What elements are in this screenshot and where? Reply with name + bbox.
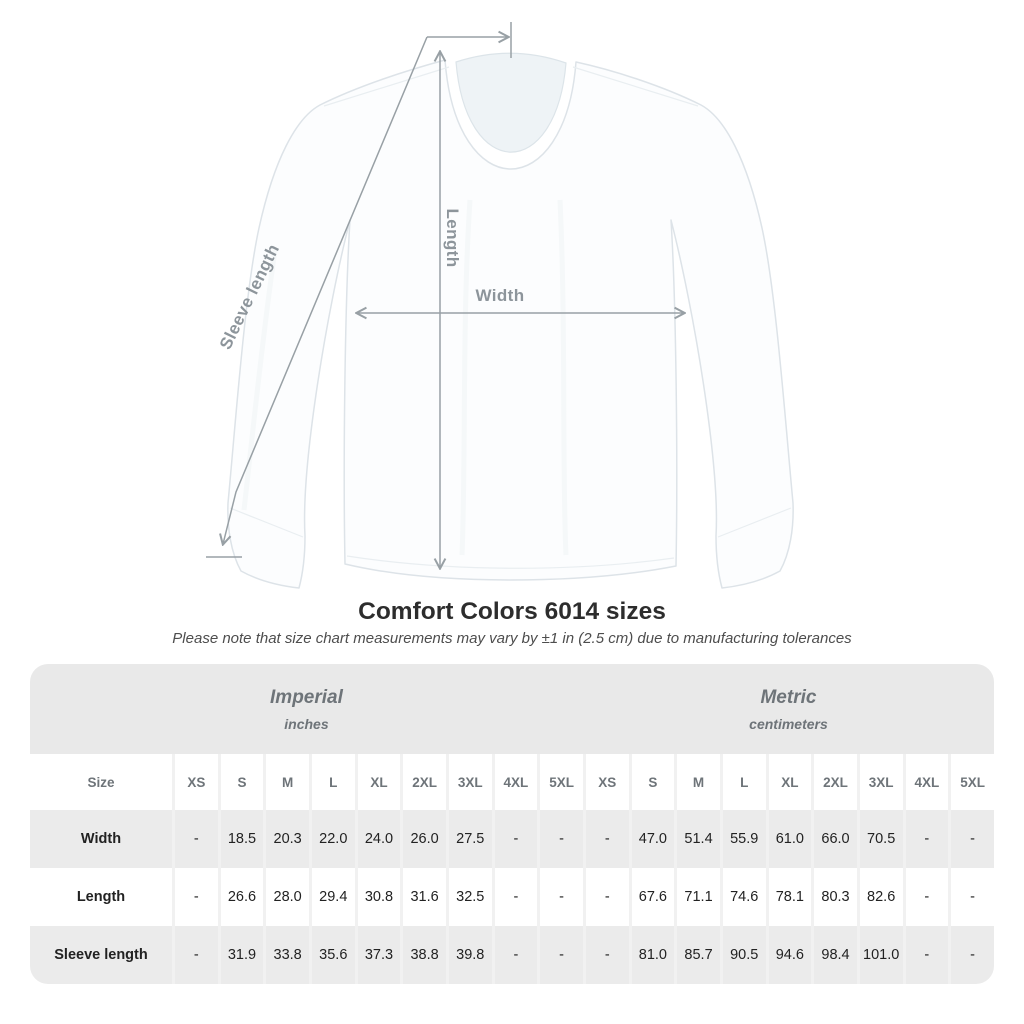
measurement-cell: - xyxy=(172,926,218,984)
measurement-cell: 90.5 xyxy=(720,926,766,984)
measurement-cell: 24.0 xyxy=(355,810,401,868)
measurement-cell: - xyxy=(492,926,538,984)
measurement-cell: 80.3 xyxy=(811,868,857,926)
unit-group-title: Metric xyxy=(760,686,817,708)
size-header-s: S xyxy=(629,754,675,810)
tolerance-note: Please note that size chart measurements may vary by ±1 in (2.5 cm) due to manufacturing tolerances xyxy=(172,630,852,647)
collar xyxy=(456,53,566,152)
measurement-cell: 39.8 xyxy=(446,926,492,984)
measurement-cell: 20.3 xyxy=(263,810,309,868)
measurement-row-label: Width xyxy=(30,810,172,868)
unit-group-subtitle: inches xyxy=(284,715,329,732)
measurement-cell: 85.7 xyxy=(674,926,720,984)
unit-group-subtitle: centimeters xyxy=(749,715,828,732)
measurement-cell: - xyxy=(583,810,629,868)
size-header-xl: XL xyxy=(355,754,401,810)
measurement-cell: 26.6 xyxy=(218,868,264,926)
measurement-cell: 32.5 xyxy=(446,868,492,926)
measurement-cell: - xyxy=(537,926,583,984)
measurement-cell: 101.0 xyxy=(857,926,903,984)
size-header-5xl: 5XL xyxy=(948,754,994,810)
size-chart-table xyxy=(30,664,994,984)
size-table xyxy=(30,664,994,984)
size-header-4xl: 4XL xyxy=(492,754,538,810)
measurement-cell: 61.0 xyxy=(766,810,812,868)
measurement-cell: - xyxy=(492,868,538,926)
measurement-cell: 31.6 xyxy=(400,868,446,926)
measurement-cell: - xyxy=(948,868,994,926)
measurement-cell: - xyxy=(537,868,583,926)
size-header-2xl: 2XL xyxy=(811,754,857,810)
measurement-cell: 67.6 xyxy=(629,868,675,926)
size-header-l: L xyxy=(309,754,355,810)
size-header-xs: XS xyxy=(583,754,629,810)
measurement-cell: 37.3 xyxy=(355,926,401,984)
measurement-row xyxy=(30,926,994,984)
measurement-row-label: Sleeve length xyxy=(30,926,172,984)
measurement-cell: 33.8 xyxy=(263,926,309,984)
measurement-cell: 51.4 xyxy=(674,810,720,868)
measurement-cell: - xyxy=(948,926,994,984)
size-header-xl: XL xyxy=(766,754,812,810)
measurement-cell: - xyxy=(903,868,949,926)
unit-group-metric xyxy=(583,664,994,754)
size-header-xs: XS xyxy=(172,754,218,810)
measurement-cell: - xyxy=(172,868,218,926)
measurement-cell: 22.0 xyxy=(309,810,355,868)
unit-group-imperial xyxy=(30,664,583,754)
measurement-cell: 26.0 xyxy=(400,810,446,868)
measurement-cell: 66.0 xyxy=(811,810,857,868)
size-header-5xl: 5XL xyxy=(537,754,583,810)
sleeve-length-measure-label: Sleeve length xyxy=(215,241,284,353)
measurement-cell: 29.4 xyxy=(309,868,355,926)
size-header-3xl: 3XL xyxy=(857,754,903,810)
measurement-cell: - xyxy=(172,810,218,868)
size-header-3xl: 3XL xyxy=(446,754,492,810)
size-column-header: Size xyxy=(30,754,172,810)
measurement-cell: - xyxy=(492,810,538,868)
measurement-cell: 94.6 xyxy=(766,926,812,984)
measurement-cell: 98.4 xyxy=(811,926,857,984)
measurement-cell: 71.1 xyxy=(674,868,720,926)
measurement-cell: - xyxy=(948,810,994,868)
measurement-cell: 55.9 xyxy=(720,810,766,868)
measurement-cell: 35.6 xyxy=(309,926,355,984)
measurement-cell: 38.8 xyxy=(400,926,446,984)
size-header-row xyxy=(30,754,994,810)
measurement-cell: - xyxy=(903,926,949,984)
measurement-cell: 27.5 xyxy=(446,810,492,868)
unit-group-row xyxy=(30,664,994,754)
measurement-cell: - xyxy=(583,868,629,926)
width-measure-label: Width xyxy=(475,286,525,305)
size-header-2xl: 2XL xyxy=(400,754,446,810)
size-header-s: S xyxy=(218,754,264,810)
measurement-cell: 74.6 xyxy=(720,868,766,926)
measurement-row xyxy=(30,810,994,868)
measurement-cell: 18.5 xyxy=(218,810,264,868)
size-header-m: M xyxy=(674,754,720,810)
measurement-cell: 47.0 xyxy=(629,810,675,868)
measurement-cell: 82.6 xyxy=(857,868,903,926)
length-measure-label: Length xyxy=(443,208,462,268)
measurement-cell: 70.5 xyxy=(857,810,903,868)
unit-group-title: Imperial xyxy=(270,686,343,708)
measurement-cell: - xyxy=(583,926,629,984)
measurement-row-label: Length xyxy=(30,868,172,926)
measurement-cell: - xyxy=(537,810,583,868)
measurement-cell: 31.9 xyxy=(218,926,264,984)
measurement-cell: - xyxy=(903,810,949,868)
page-title: Comfort Colors 6014 sizes xyxy=(358,598,666,625)
size-header-4xl: 4XL xyxy=(903,754,949,810)
measurement-cell: 78.1 xyxy=(766,868,812,926)
size-header-l: L xyxy=(720,754,766,810)
measurement-row xyxy=(30,868,994,926)
measurement-cell: 81.0 xyxy=(629,926,675,984)
measurement-cell: 28.0 xyxy=(263,868,309,926)
measurement-cell: 30.8 xyxy=(355,868,401,926)
size-header-m: M xyxy=(263,754,309,810)
